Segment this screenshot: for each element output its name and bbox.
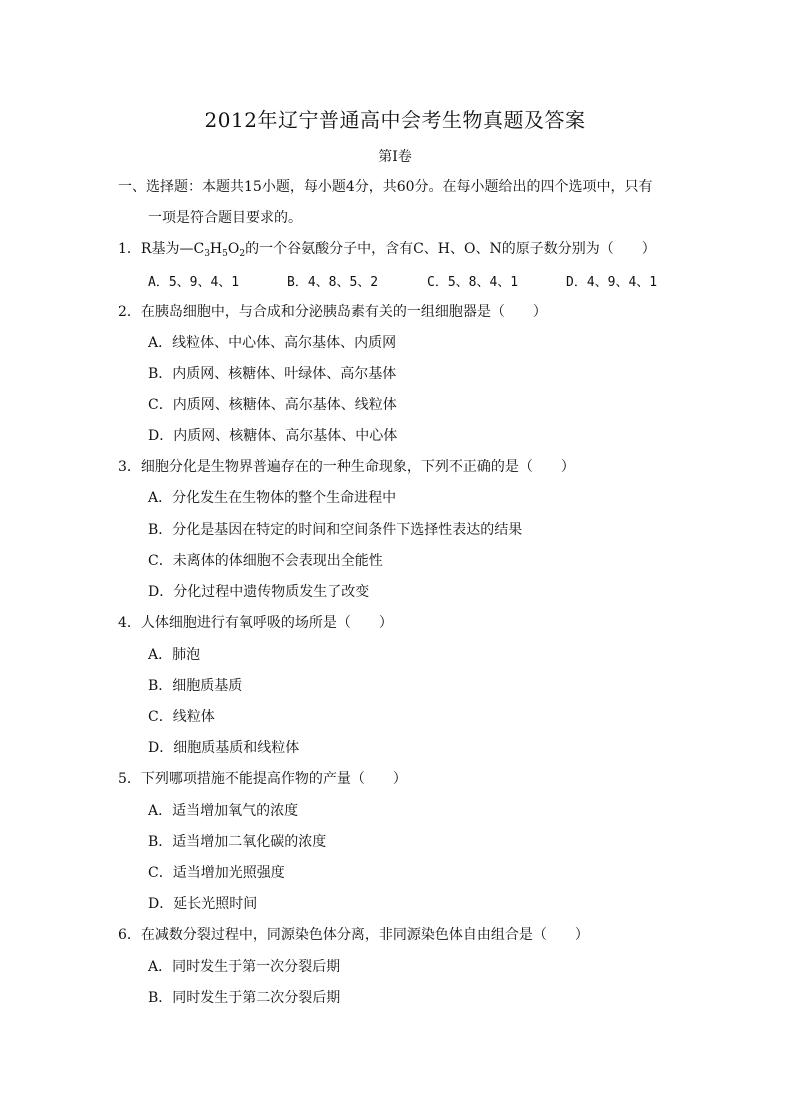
question-3-stem: 3．细胞分化是生物界普遍存在的一种生命现象，下列不正确的是（ ） bbox=[118, 459, 575, 475]
formula-prefix: R基为—C bbox=[140, 241, 205, 257]
option-d: D．4、9、4、1 bbox=[566, 275, 658, 290]
question-2-option-a: A．线粒体、中心体、高尔基体、内质网 bbox=[148, 335, 397, 351]
option-c: C．5、8、4、1 bbox=[427, 275, 519, 290]
question-4-stem: 4．人体细胞进行有氧呼吸的场所是（ ） bbox=[118, 615, 393, 631]
formula-element: H bbox=[209, 241, 223, 257]
question-2-stem: 2．在胰岛细胞中，与合成和分泌胰岛素有关的一组细胞器是（ ） bbox=[118, 304, 547, 320]
question-3-option-c: C．未离体的体细胞不会表现出全能性 bbox=[148, 553, 383, 569]
question-3-option-a: A．分化发生在生物体的整个生命进程中 bbox=[148, 490, 397, 506]
question-4-option-c: C．线粒体 bbox=[148, 709, 215, 725]
question-2-option-b: B．内质网、核糖体、叶绿体、高尔基体 bbox=[148, 366, 397, 382]
stem-suffix: 的一个谷氨酸分子中，含有C、H、O、N的原子数分别为（ ） bbox=[245, 241, 656, 257]
question-5-option-c: C．适当增加光照强度 bbox=[148, 865, 285, 881]
question-6-stem: 6．在减数分裂过程中，同源染色体分离，非同源染色体自由组合是（ ） bbox=[118, 927, 589, 943]
subscript: 3 bbox=[204, 249, 210, 259]
question-3-option-d: D．分化过程中遗传物质发生了改变 bbox=[148, 584, 370, 600]
question-6-option-b: B．同时发生于第二次分裂后期 bbox=[148, 990, 341, 1006]
instructions-line-1: 一、选择题：本题共15小题，每小题4分，共60分。在每小题给出的四个选项中，只有 bbox=[118, 179, 653, 195]
question-2-option-c: C．内质网、核糖体、高尔基体、线粒体 bbox=[148, 397, 397, 413]
question-4-option-a: A．肺泡 bbox=[148, 647, 201, 663]
question-5-stem: 5．下列哪项措施不能提高作物的产量（ ） bbox=[118, 771, 407, 787]
page-title: 2012年辽宁普通高中会考生物真题及答案 bbox=[204, 108, 586, 132]
instructions-line-2: 一项是符合题目要求的。 bbox=[148, 210, 302, 226]
question-6-option-a: A．同时发生于第一次分裂后期 bbox=[148, 959, 341, 975]
question-5-option-a: A．适当增加氧气的浓度 bbox=[148, 803, 299, 819]
question-5-option-d: D．延长光照时间 bbox=[148, 896, 258, 912]
subscript: 5 bbox=[222, 249, 228, 259]
subscript: 2 bbox=[239, 249, 246, 259]
formula-element: O bbox=[227, 241, 240, 257]
question-number: 1． bbox=[118, 241, 141, 257]
question-2-option-d: D．内质网、核糖体、高尔基体、中心体 bbox=[148, 428, 398, 444]
section-heading: 第Ⅰ卷 bbox=[378, 149, 412, 165]
question-5-option-b: B．适当增加二氧化碳的浓度 bbox=[148, 834, 327, 850]
option-a: A．5、9、4、1 bbox=[148, 275, 240, 290]
option-b: B．4、8、5、2 bbox=[287, 275, 379, 290]
question-4-option-b: B．细胞质基质 bbox=[148, 678, 243, 694]
question-4-option-d: D．细胞质基质和线粒体 bbox=[148, 740, 300, 756]
question-3-option-b: B．分化是基因在特定的时间和空间条件下选择性表达的结果 bbox=[148, 522, 523, 538]
question-1-stem bbox=[118, 238, 656, 258]
